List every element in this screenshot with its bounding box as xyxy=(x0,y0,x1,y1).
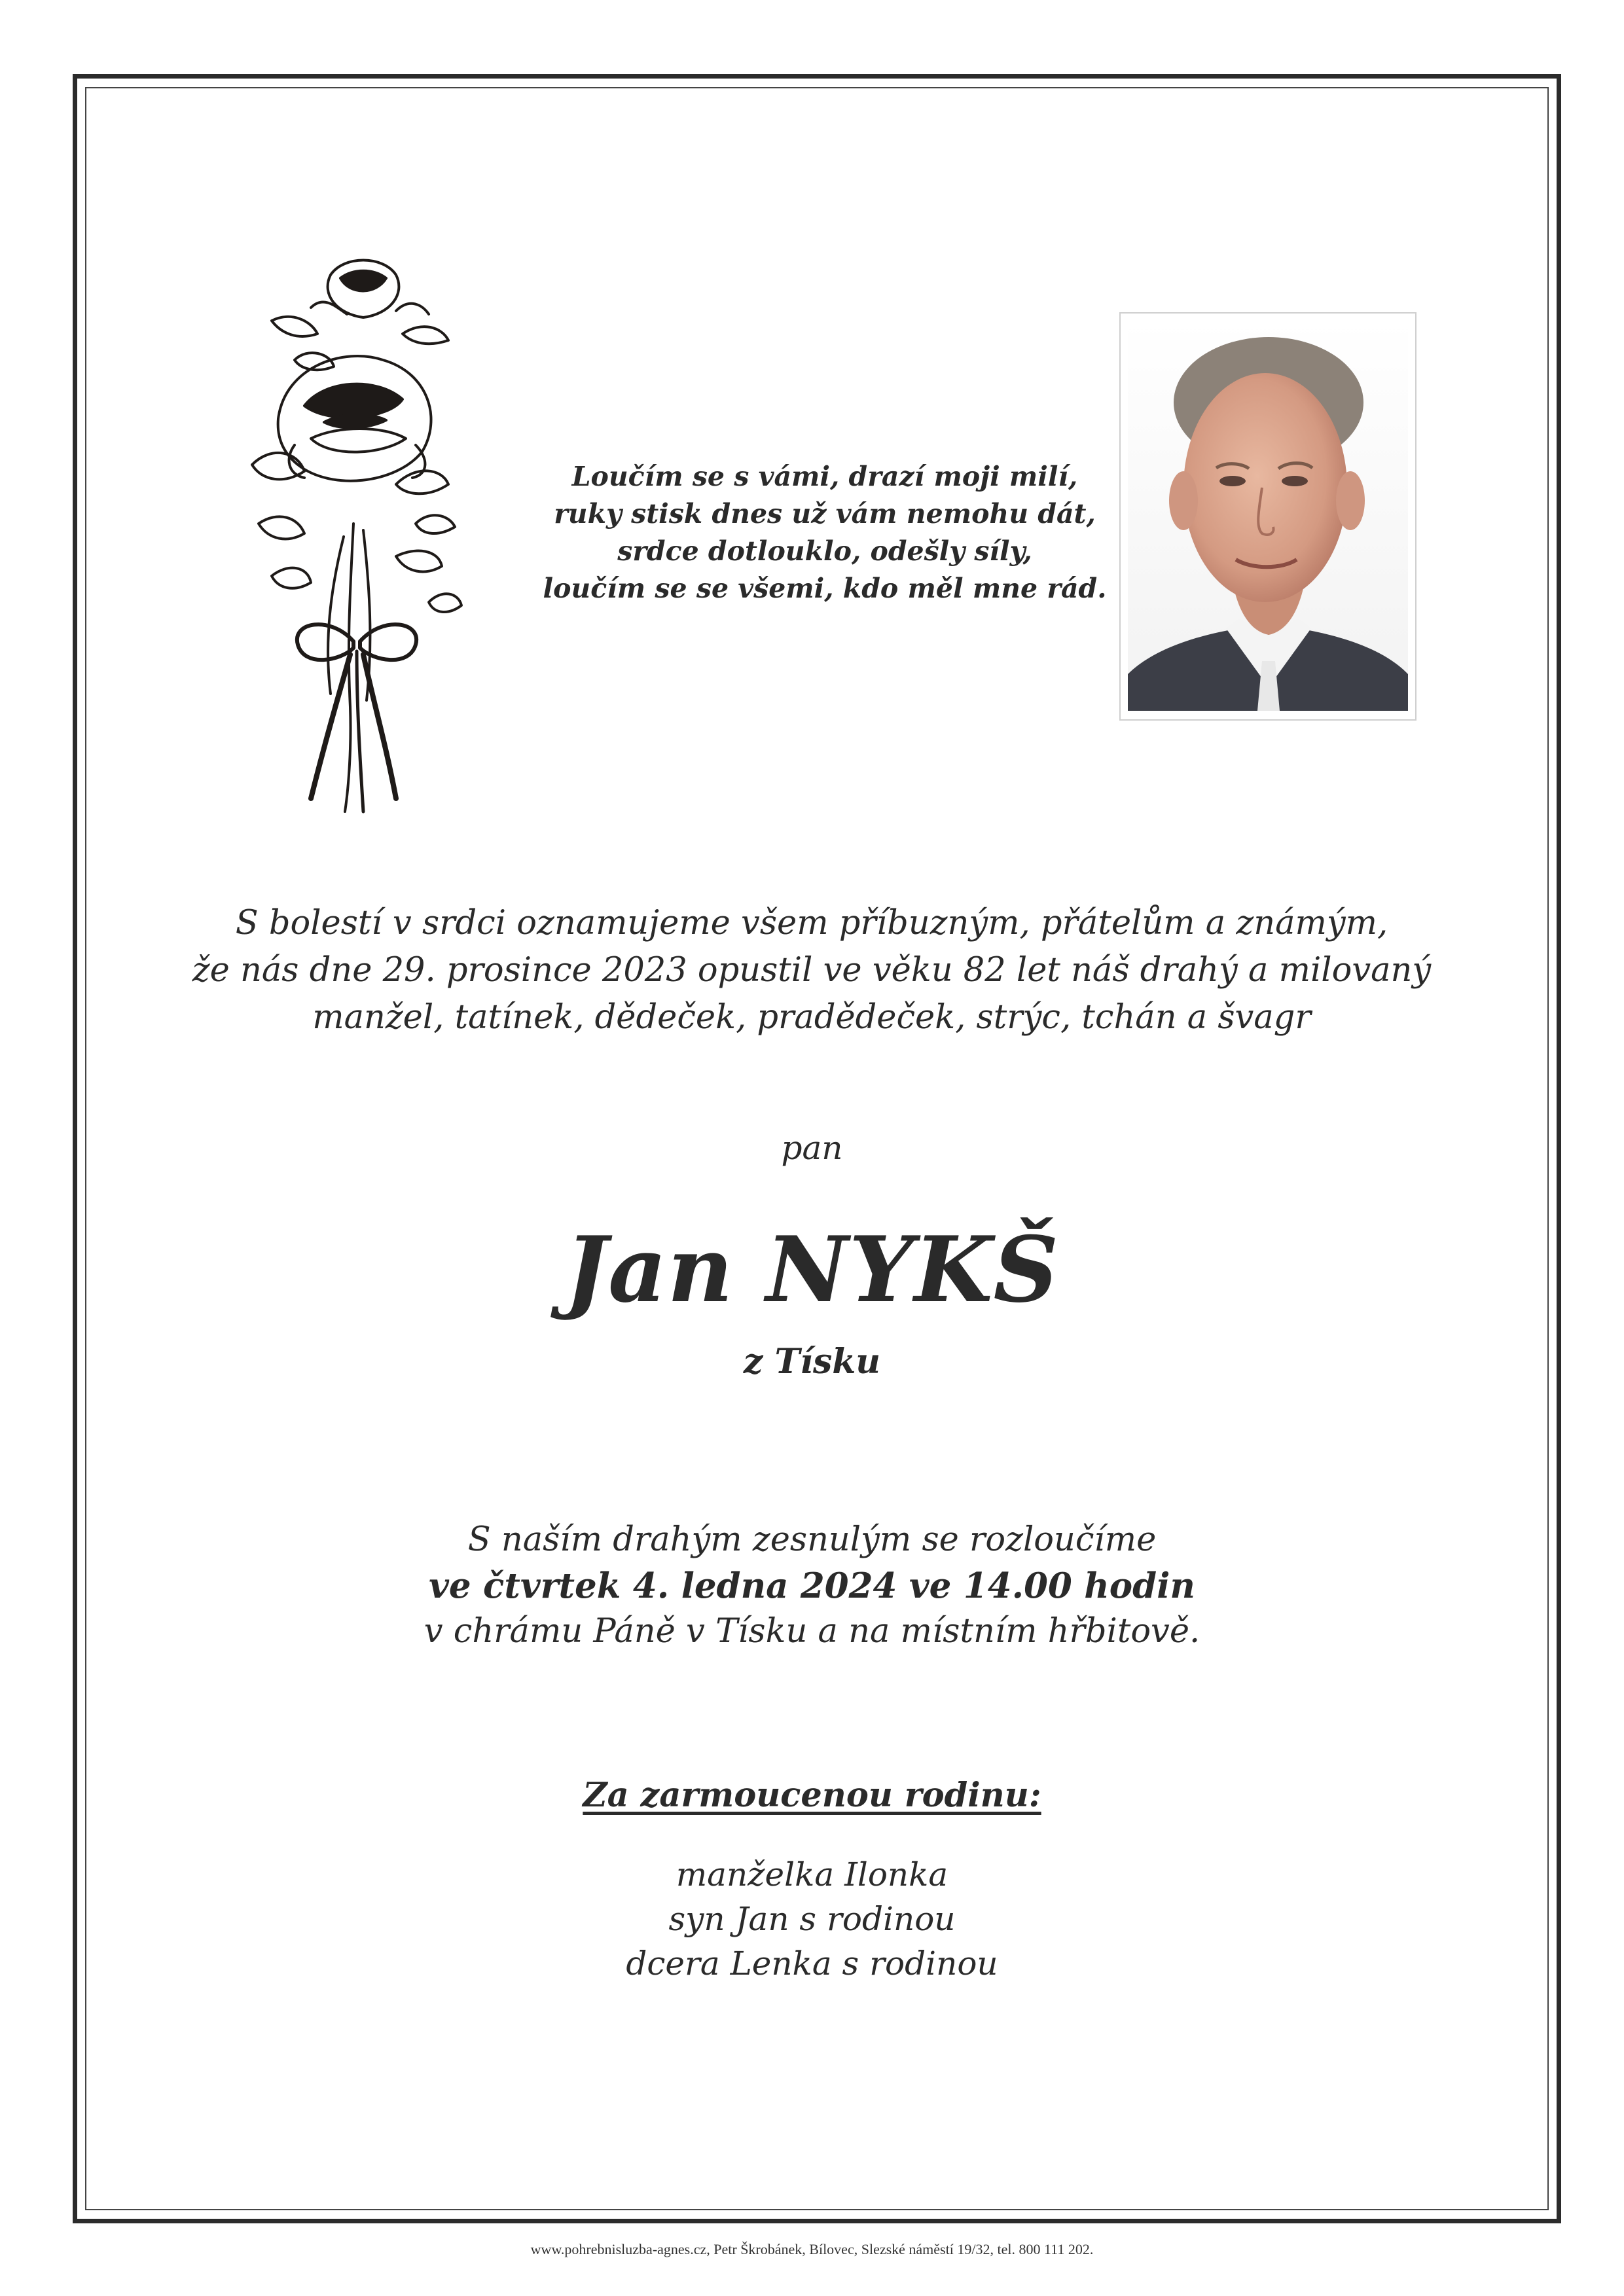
title-prefix: pan xyxy=(781,1129,843,1167)
farewell-datetime: ve čtvrtek 4. ledna 2024 ve 14.00 hodin xyxy=(429,1566,1195,1606)
announcement-line: manžel, tatínek, dědeček, pradědeček, strýc, tchán a švagr xyxy=(312,998,1311,1037)
family-member: syn Jan s rodinou xyxy=(668,1900,956,1938)
footer-contact: www.pohrebnisluzba-agnes.cz, Petr Škrobánek, Bílovec, Slezské náměstí 19/32, tel. 800 111 202. xyxy=(530,2241,1094,2257)
farewell-details xyxy=(0,1517,1624,1655)
family-heading: Za zarmoucenou rodinu: xyxy=(583,1776,1041,1815)
family-member: dcera Lenka s rodinou xyxy=(626,1945,998,1982)
family-member: manželka Ilonka xyxy=(676,1856,948,1893)
farewell-place: v chrámu Páně v Tísku a na místním hřbitově. xyxy=(424,1612,1200,1651)
announcement-text xyxy=(131,900,1492,1041)
rose-with-ribbon-icon xyxy=(232,249,475,818)
poem-line: ruky stisk dnes už vám nemohu dát, xyxy=(554,498,1096,529)
announcement-line: S bolestí v srdci oznamujeme všem příbuzným, přátelům a známým, xyxy=(235,904,1388,942)
portrait-photo xyxy=(1128,321,1408,711)
family-list xyxy=(0,1852,1624,1986)
deceased-name: Jan NYKŠ xyxy=(564,1216,1060,1323)
poem-line: Loučím se s vámi, drazí moji milí, xyxy=(571,461,1078,492)
announcement-line: že nás dne 29. prosince 2023 opustil ve věku 82 let náš drahý a milovaný xyxy=(192,951,1432,990)
poem xyxy=(497,458,1152,607)
poem-line: loučím se se všemi, kdo měl mne rád. xyxy=(543,573,1107,604)
farewell-line: S naším drahým zesnulým se rozloučíme xyxy=(467,1520,1157,1559)
poem-line: srdce dotlouklo, odešly síly, xyxy=(617,535,1032,567)
origin-place: z Tísku xyxy=(743,1342,881,1382)
